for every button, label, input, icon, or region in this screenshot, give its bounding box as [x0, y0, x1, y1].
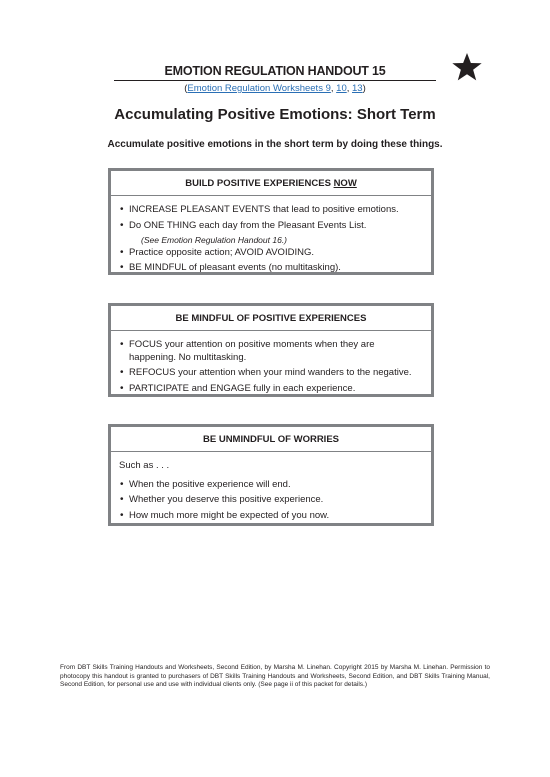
box-body [111, 331, 431, 395]
list-item: • REFOCUS your attention when your mind wanders to the negative. [119, 367, 421, 380]
worksheet-10-link[interactable]: 10 [336, 83, 347, 94]
page-title: Accumulating Positive Emotions: Short Term [114, 106, 436, 123]
list-item: • Whether you deserve this positive experience. [119, 494, 421, 507]
box-heading: BE UNMINDFUL OF WORRIES [111, 427, 431, 452]
box-heading [111, 171, 431, 196]
copyright-footer: From DBT Skills Training Handouts and Worksheets, Second Edition, by Marsha M. Linehan. Copyright 2015 by Marsha M. Linehan. Permission to photocopy this handout is granted to purchasers of DBT Skills Training Handouts and Worksheets, Second Edition, and DBT Skills Training Manual, Second Edition, for personal use and use with individual clients only. (See page ii of this packet for details.) [60, 664, 490, 689]
box-heading-text: BUILD POSITIVE EXPERIENCES [185, 178, 334, 189]
list-item: • FOCUS your attention on positive moments when they are happening. No multitasking. [119, 339, 421, 364]
box-heading-now: NOW [333, 178, 357, 189]
list-item: • When the positive experience will end. [119, 479, 421, 492]
box-intro: Such as . . . [119, 460, 170, 471]
page-subtitle: Accumulate positive emotions in the short term by doing these things. [107, 139, 443, 150]
be-unmindful-box [108, 424, 434, 526]
box-body [111, 196, 431, 275]
star-icon [451, 51, 483, 83]
ref-close-paren: ) [362, 83, 366, 94]
worksheet-references [114, 83, 436, 94]
worksheet-9-link[interactable]: Emotion Regulation Worksheets 9 [187, 83, 331, 94]
ref-separator: , [330, 83, 337, 94]
ref-open-paren: ( [184, 83, 188, 94]
build-positive-experiences-box [108, 168, 434, 275]
title-rule [114, 80, 436, 81]
list-item: • INCREASE PLEASANT EVENTS that lead to positive emotions. [119, 204, 421, 217]
be-mindful-box [108, 303, 434, 397]
box-body [111, 452, 431, 522]
ref-separator: , [346, 83, 353, 94]
list-item: • How much more might be expected of you now. [119, 510, 421, 523]
handout-title: EMOTION REGULATION HANDOUT 15 [164, 64, 386, 78]
worksheet-13-link[interactable]: 13 [352, 83, 363, 94]
list-item: • Practice opposite action; AVOID AVOIDING. [119, 247, 421, 260]
list-item: • PARTICIPATE and ENGAGE fully in each experience. [119, 383, 421, 396]
list-item: • BE MINDFUL of pleasant events (no multitasking). [119, 262, 421, 275]
box-heading: BE MINDFUL OF POSITIVE EXPERIENCES [111, 306, 431, 331]
handout-note: (See Emotion Regulation Handout 16.) [141, 235, 288, 245]
list-item: • Do ONE THING each day from the Pleasant Events List. [119, 220, 421, 233]
